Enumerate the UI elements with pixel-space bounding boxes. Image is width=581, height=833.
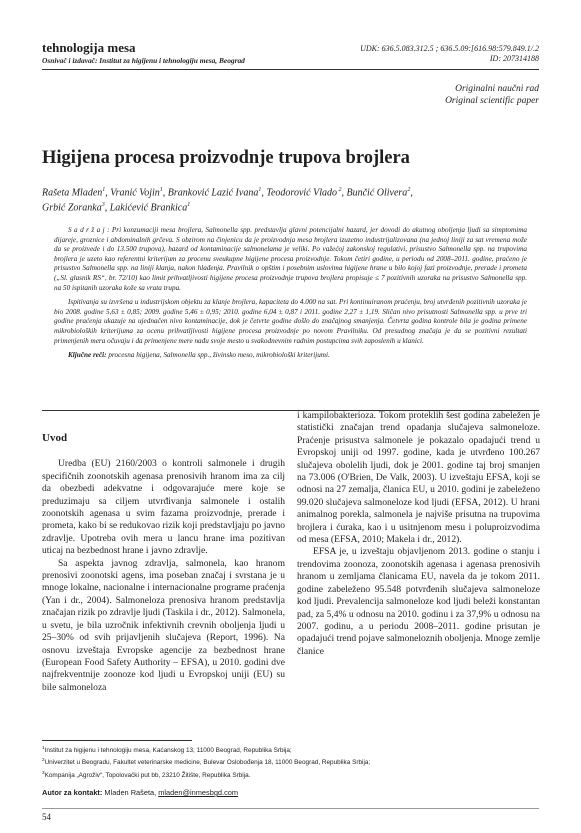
journal-name: tehnologija mesa [42, 40, 136, 55]
abstract-paragraph: Pri konzumaciji mesa brojlera, Salmonella spp. predstavlja glavni potencijalni hazard, jer dovodi do akutnog oboljenja ljudi sa simptomima dijareje, groznice i abdominalnih grčeva. S obzirom na činjenicu da je proizvodnja mesa brojlera izuzetno industrijalizovana (na jednoj liniji za sat vremena može da se proizvede i do 13.500 trupova), hazard od kontaminacije salmonelama je veliki. Po važećoj zakonskoj regulativi, prisustvo Salmonella spp. na trupovima brojlera je uzeto kao referentni kriterijum za procenu sveukupne higijene procesa proizvodnje. Tokom četiri godine, u periodu od 2008–2011. godine, praćeno je prisustvo Salmonella spp. na liniji klanja, nakon hlađenja. Pravilnik o opštim i posebnim uslovima higijene hrane u bilo kojoj fazi proizvodnje, prerade i prometa („Sl. glasnik RS“, br. 72/10) kao limit prihvatljivosti higijene procesa proizvodnje trupova brojlera propisuje ≤ 7 pozitivnih uzoraka na prisustvo Salmonella spp. na 50 ispitanih uzoraka kože sa vrata trupa. [54, 226, 527, 292]
keywords: procesna higijena, Salmonella spp., živinsko meso, mikrobiološki kriterijumi. [108, 351, 330, 360]
body-column-right [297, 410, 540, 658]
affiliation-footnotes: $^1$Institut za higijenu i tehnologiju mesa, Kaćanskog 13, 11000 Beograd, Republika Srbija; $^2$Univerzitet u Beogradu, Fakultet veterinarske medicine, Bulevar Oslobođenja 18, 11000 Beograd, Republika Srbija; $^3$Kompanija „Agroživ“, Topolovački put bb, 23210 Žitište, Republika Srbija. [42, 745, 371, 779]
author-name: Grbić Zoranka [42, 202, 102, 214]
author-name: Teodorović Vlado [266, 187, 337, 199]
page-number: 54 [42, 812, 51, 822]
contact-name: Mladen Rašeta, [104, 788, 157, 797]
abstract-paragraph: Ispitivanja su izvršena u industrijskom objektu za klanje brojlera, kapaciteta do 4.000 na sat. Pri kontinuiranom praćenju, broj utvrđenih pozitivnih uzoraka je bio 2008. godine 5,63 ± 0,85; 2009. godine 5,46 ± 0,95; 2010. godine 6,04 ± 0,87 i 2011. godine 2,27 ± 1,19. Sličan nivo prisutnosti Salmonella spp. u prve tri godine praćenja ukazuje na ujednačen nivo kontaminacije, dok je četvrte godine došlo do značajnog smanjenja. Četvrta godina kontrole bila je godina primene mikrobioloških kriterijuma za ocenu prihvatljivosti higijene procesa proizvodnje po novom Pravilniku. Od presudnog značaja je da se pozitivni rezultati primenjenih mera očuvaju i da primenjene mere nađu svoje mesto u svakodnevnim radnim postupcima svih zaposlenih u klanici. [54, 298, 527, 345]
footnote-divider [42, 740, 192, 741]
udk-code: UDK: 636.5.083.312.5 ; 636.5.09:[616.98:579.849.1/.2 [360, 44, 539, 53]
page-divider [42, 808, 539, 809]
keywords-label: Ključne reči: [68, 351, 107, 360]
author-name: Bunčić Olivera [346, 187, 408, 199]
classification-block [360, 44, 539, 64]
section-heading: Uvod [42, 432, 68, 444]
abstract [54, 226, 527, 361]
body-paragraph: i kampilobakterioza. Tokom proteklih šest godina zabeležen je statistički značajan trend opadanja slučajeva salmoneloze. Praćenje prisustva salmonele je pokazalo opadajući trend u Evropskoj uniji od 1997. godine, kada je utvrđeno 100.267 slučajeva obolelih ljudi, dok je 2001. godine taj broj smanjen na 73.006 (O'Brien, De Valk, 2003). U izveštaju EFSA, koji se odnosi na 27 zemalja, članica EU, u 2010. godini je zabeleženo 99.020 slučajeva salmoneloze kod ljudi (EFSA, 2012). U hrani animalnog porekla, salmonela je najviše prisutna na trupovima brojlera i ćuraka, kao i u usitnjenom mesu i poluproizvodima od mesa (EFSA, 2010; Makela i dr., 2012). [297, 410, 540, 546]
footnote: Kompanija „Agroživ“, Topolovački put bb, 23210 Žitište, Republika Srbija. [44, 771, 251, 779]
body-paragraph: Sa aspekta javnog zdravlja, salmonela, kao hranom prenosivi zoonotski agens, ima poseban značaj i svrstana je u mnoge lokalne, nacionalne i internacionalne programe praćenja (Yan i dr., 2004). Salmoneloza prenosiva hranom predstavlja značajan rizik po zdravlje ljudi (Taskila i dr., 2012). Salmonela, u svetu, je bila uzročnik infektivnih crevnih oboljenja ljudi u 25–30% od svih prijavljenih slučajeva (Report, 1996). Na osnovu izveštaja Evropske agencije za bezbednost hrane (European Food Safety Authority – EFSA), u 2010. godini dve najfrekventnije zoonoze kod ljudi u Evropskoj uniji (EU) su bile salmoneloza [42, 557, 285, 693]
paper-type-en: Original scientific paper [445, 96, 539, 106]
contact-email[interactable]: mladen@inmesbgd.com [158, 788, 239, 797]
abstract-label: S a d r ž a j : [68, 226, 110, 234]
author-list: Rašeta Mladen$^1$, Vranić Vojin$^1$, Branković Lazić Ivana$^1$, Teodorović Vlado $^2$, Bunčić Olivera$^2$, Grbić Zoranka$^3$, Lakićević Brankica$^1$ [42, 187, 413, 214]
paper-type-sr: Originalni naučni rad [455, 84, 539, 94]
body-column-left [42, 432, 285, 694]
footnote: Univerzitet u Beogradu, Fakultet veterinarske medicine, Bulevar Oslobođenja 18, 11000 Beograd, Republika Srbija; [44, 759, 371, 767]
header-divider [42, 69, 539, 70]
document-id: ID: 207314188 [489, 54, 539, 63]
body-paragraph: Uredba (EU) 2160/2003 o kontroli salmonele i drugih specifičnih zoonotskih agenasa prenosivih hranom ima za cilj da obezbedi adekvatne i odgovarajuće mere koje se preduzimaju sa ciljem utvrđivanja salmonele i ostalih zoonotskih agenasa u svim fazama proizvodnje, prerade i prometa, kako bi se redukovao rizik koji predstavljaju po javno zdravlje. Upotreba ovih mera u lancu hrane ima pozitivan uticaj na bezbednost hrane i javno zdravlje. [42, 458, 285, 557]
publisher-line: Osnivač i izdavač: Institut za higijenu i tehnologiju mesa, Beograd [42, 56, 245, 65]
author-name: Vranić Vojin [110, 187, 160, 199]
paper-title: Higijena procesa proizvodnje trupova brojlera [42, 148, 410, 168]
author-name: Rašeta Mladen [42, 187, 103, 199]
author-name: Lakićević Brankica [109, 202, 188, 214]
contact-author [42, 788, 238, 797]
journal-header [42, 41, 312, 65]
body-paragraph: EFSA je, u izveštaju objavljenom 2013. godine o stanju i trendovima zoonoza, zoonotskih agenasa i agenasa prenosivih hranom u zemljama članicama EU, navela da je tokom 2011. godine zabeleženo 95.548 potvrđenih slučajeva salmoneloze kod ljudi. Prevalencija salmoneloze kod ljudi beleži konstantan pad, za 5,4% u odnosu na 2010. godinu i za 37,9% u odnosu na 2007. godinu, a u periodu 2008–2011. godine prisutan je opadajući trend pojave salmoneloznih oboljenja. Mnoge zemlje članice [297, 546, 540, 657]
footnote: Institut za higijenu i tehnologiju mesa, Kaćanskog 13, 11000 Beograd, Republika Srbija; [44, 747, 292, 755]
paper-type [445, 83, 539, 107]
author-name: Branković Lazić Ivana [167, 187, 259, 199]
contact-label: Autor za kontakt: [42, 788, 103, 797]
